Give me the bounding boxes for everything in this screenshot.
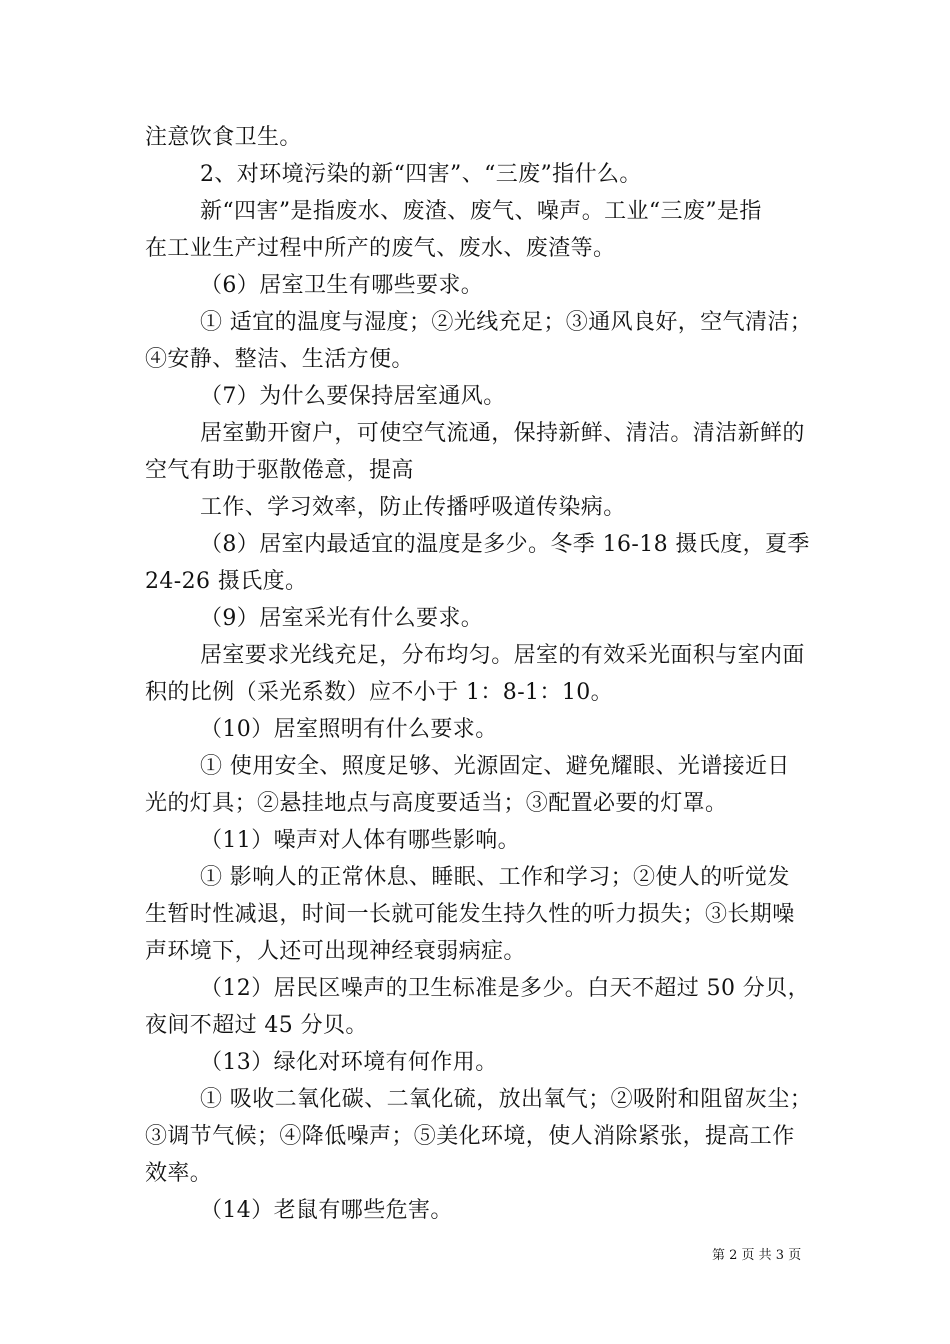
question-heading: （8）居室内最适宜的温度是多少。冬季 16-18 摄氏度，夏季 xyxy=(200,532,810,557)
text-line: 光的灯具；②悬挂地点与高度要适当；③配置必要的灯罩。 xyxy=(145,791,728,816)
text-line: 在工业生产过程中所产的废气、废水、废渣等。 xyxy=(145,236,616,261)
text-line: ① 适宜的温度与湿度；②光线充足；③通风良好，空气清洁； xyxy=(200,310,813,335)
question-heading: （12）居民区噪声的卫生标准是多少。白天不超过 50 分贝， xyxy=(200,976,810,1001)
text-line: 积的比例（采光系数）应不小于 1：8-1：10。 xyxy=(145,680,614,705)
page-number-footer: 第 2 页 共 3 页 xyxy=(712,1248,802,1263)
text-line: ① 吸收二氧化碳、二氧化硫，放出氧气；②吸附和阻留灰尘； xyxy=(200,1087,813,1112)
question-heading: （13）绿化对环境有何作用。 xyxy=(200,1050,498,1075)
question-heading: （10）居室照明有什么要求。 xyxy=(200,717,498,742)
text-line: 居室勤开窗户，可使空气流通，保持新鲜、清洁。清洁新鲜的 xyxy=(200,421,805,446)
text-line: 声环境下，人还可出现神经衰弱病症。 xyxy=(145,939,526,964)
text-line: 新“四害”是指废水、废渣、废气、噪声。工业“三废”是指 xyxy=(200,199,762,224)
question-heading: （6）居室卫生有哪些要求。 xyxy=(200,273,484,298)
question-heading: （14）老鼠有哪些危害。 xyxy=(200,1198,453,1223)
text-line: 工作、学习效率，防止传播呼吸道传染病。 xyxy=(200,495,626,520)
question-heading: （7）为什么要保持居室通风。 xyxy=(200,384,506,409)
text-line: 24-26 摄氏度。 xyxy=(145,569,308,594)
text-line: 居室要求光线充足，分布均匀。居室的有效采光面积与室内面 xyxy=(200,643,805,668)
text-line: 夜间不超过 45 分贝。 xyxy=(145,1013,368,1038)
text-line: ③调节气候；④降低噪声；⑤美化环境，使人消除紧张，提高工作 xyxy=(145,1124,795,1149)
text-line: 效率。 xyxy=(145,1161,213,1186)
text-line: 生暂时性减退，时间一长就可能发生持久性的听力损失；③长期噪 xyxy=(145,902,795,927)
question-heading: （11）噪声对人体有哪些影响。 xyxy=(200,828,520,853)
text-line: ④安静、整洁、生活方便。 xyxy=(145,347,414,372)
text-line: ① 使用安全、照度足够、光源固定、避免耀眼、光谱接近日 xyxy=(200,754,790,779)
question-heading: 2、对环境污染的新“四害”、“三废”指什么。 xyxy=(200,162,642,187)
question-heading: （9）居室采光有什么要求。 xyxy=(200,606,484,631)
text-line: 注意饮食卫生。 xyxy=(145,125,302,150)
text-line: ① 影响人的正常休息、睡眠、工作和学习；②使人的听觉发 xyxy=(200,865,790,890)
text-line: 空气有助于驱散倦意，提高 xyxy=(145,458,414,483)
